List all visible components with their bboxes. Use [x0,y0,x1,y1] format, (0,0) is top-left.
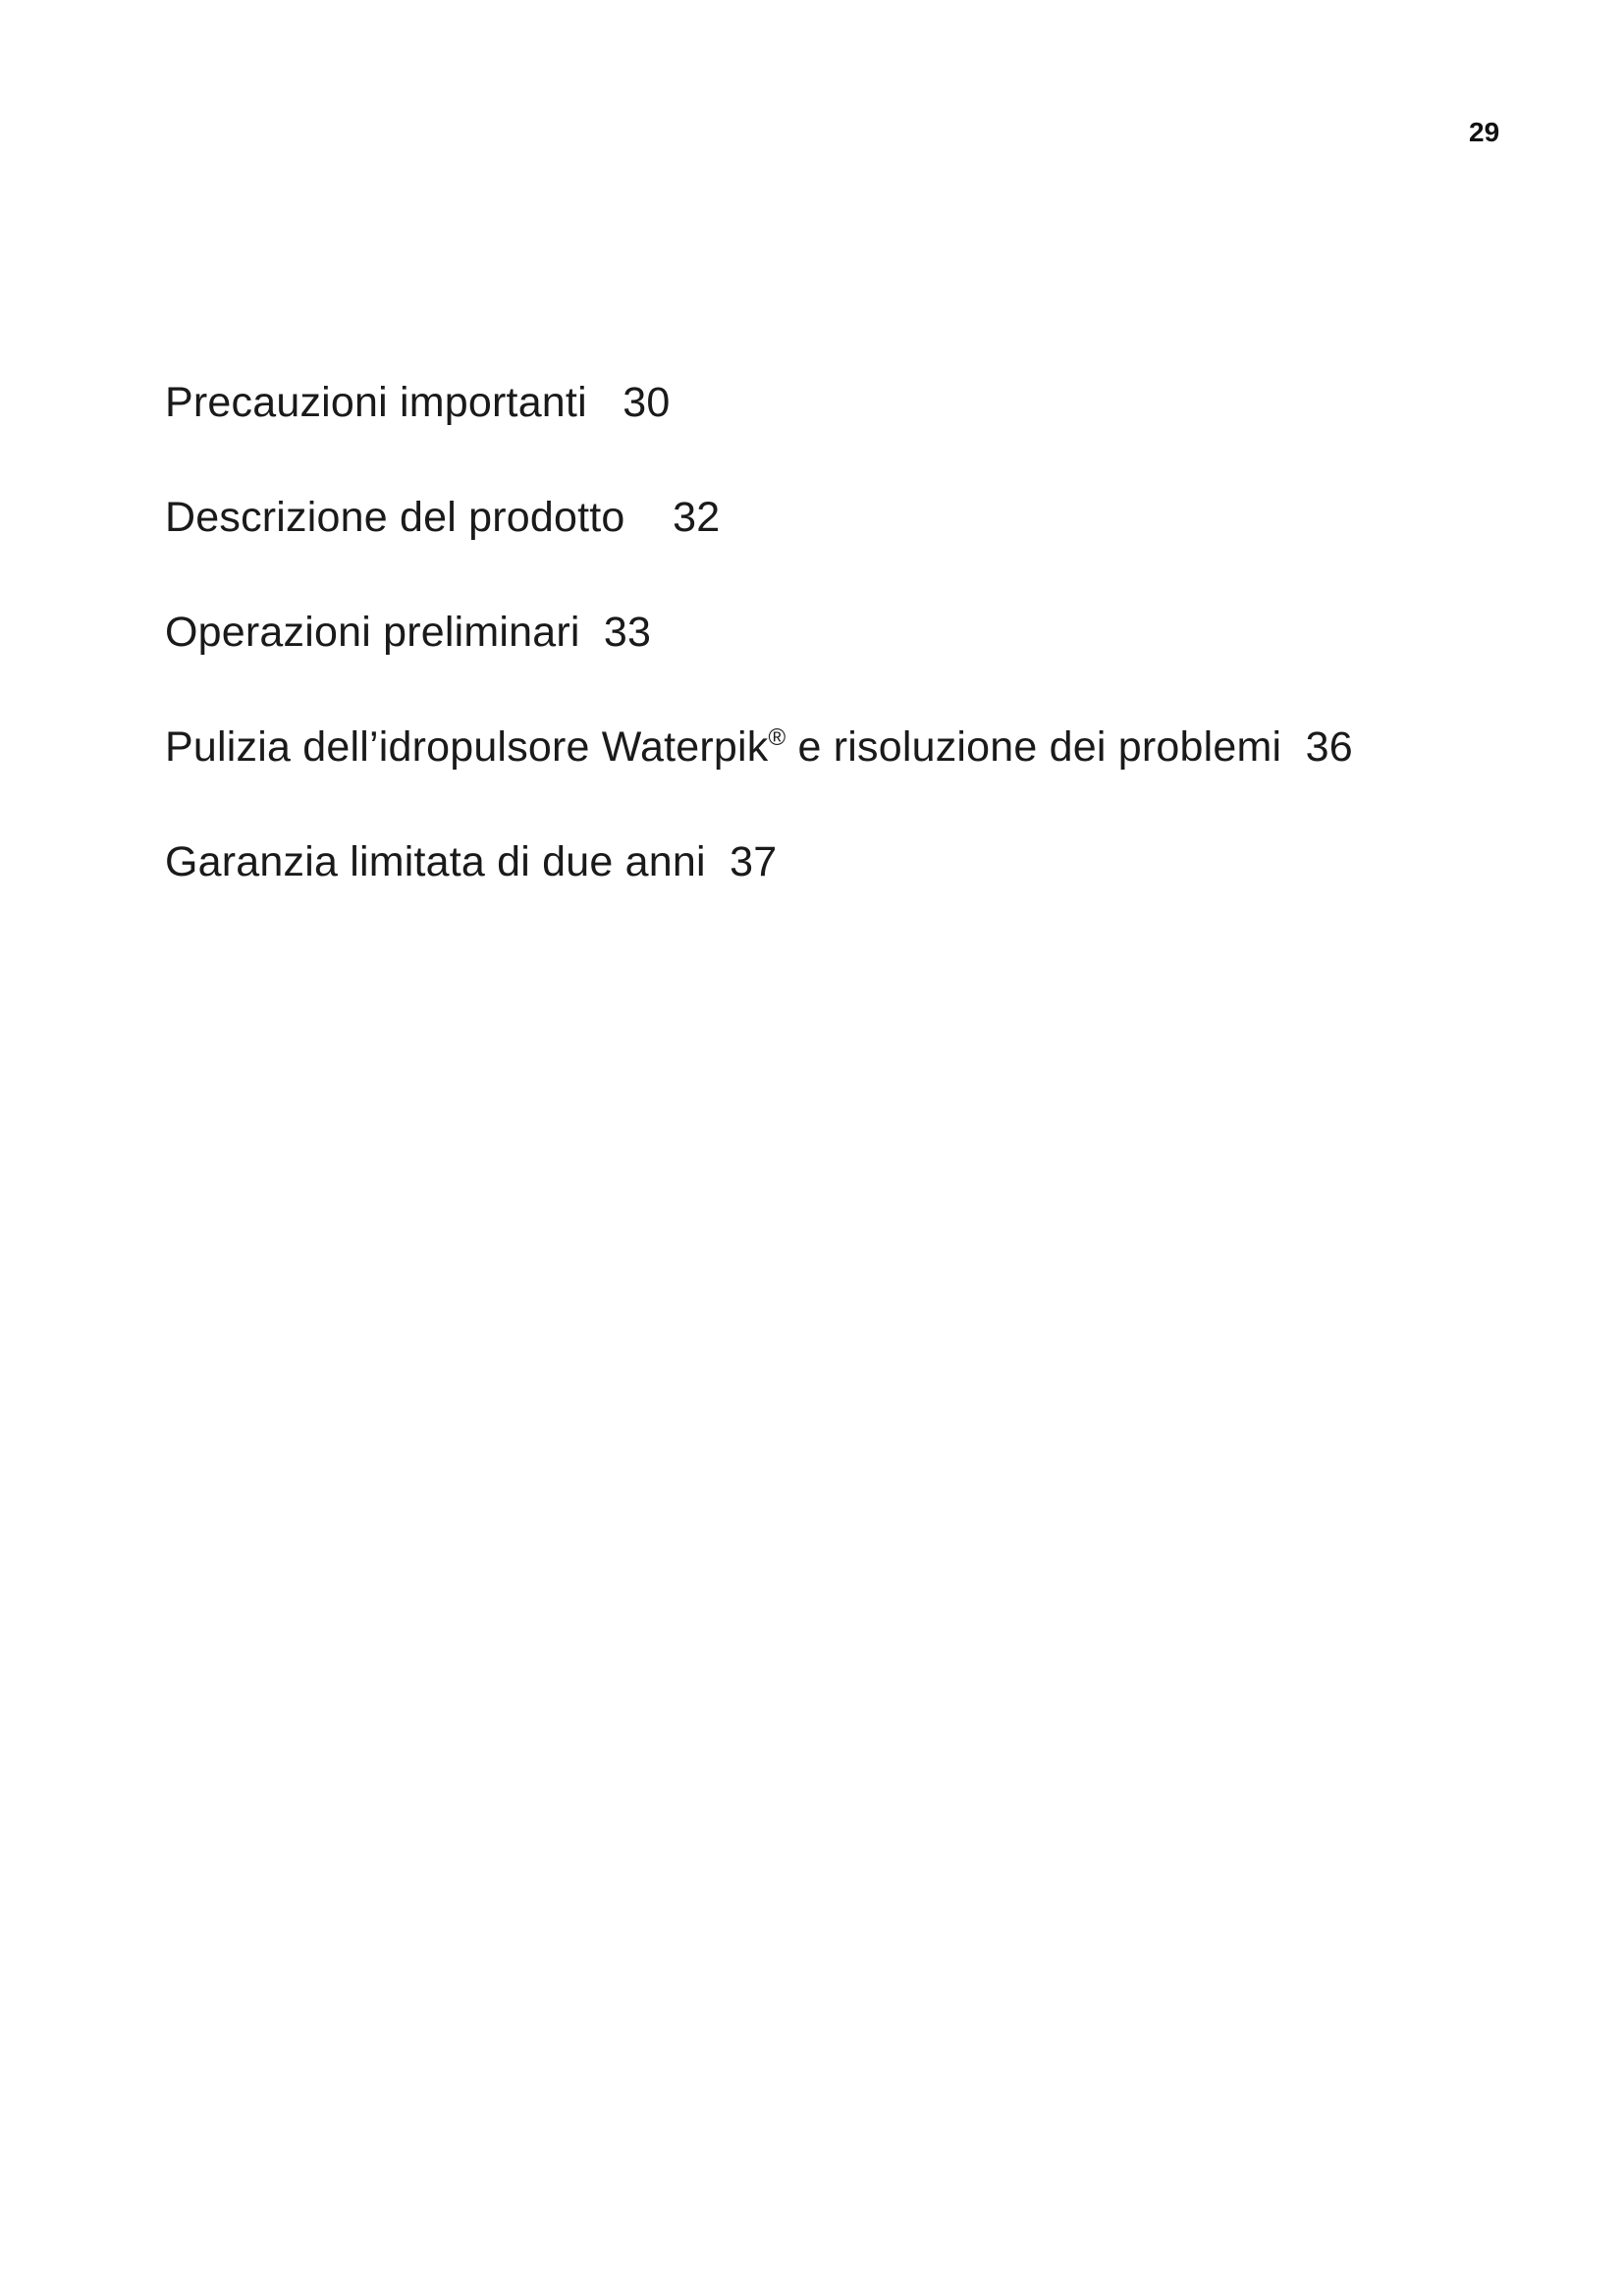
registered-mark: ® [768,724,786,751]
toc-entry-title: Precauzioni importanti [165,379,587,426]
toc-entry-page: 36 [1305,723,1353,771]
toc-entry-title: Pulizia dell’idropulsore Waterpik [165,723,769,771]
toc-entry-title-continued: e risoluzione dei problemi [785,723,1282,771]
toc-entry-pulizia [165,718,1353,776]
toc-gap [625,494,674,541]
toc-entry-title: Garanzia limitata di due anni [165,838,706,885]
toc-entry-descrizione [165,488,1353,547]
toc-entry-operazioni [165,603,1353,662]
toc-entry-page: 30 [623,379,671,426]
toc-gap [587,379,623,426]
toc-entry-garanzia [165,832,1353,891]
toc-gap [580,609,604,656]
toc-entry-precauzioni [165,373,1353,432]
toc-entry-title: Operazioni preliminari [165,609,580,656]
toc-gap [1281,723,1305,771]
toc-entry-page: 32 [673,494,721,541]
toc-gap [706,838,730,885]
toc-entry-page: 33 [603,609,652,656]
toc-entry-title: Descrizione del prodotto [165,494,625,541]
table-of-contents [165,373,1353,947]
toc-entry-page: 37 [730,838,778,885]
page-number: 29 [1469,117,1500,147]
